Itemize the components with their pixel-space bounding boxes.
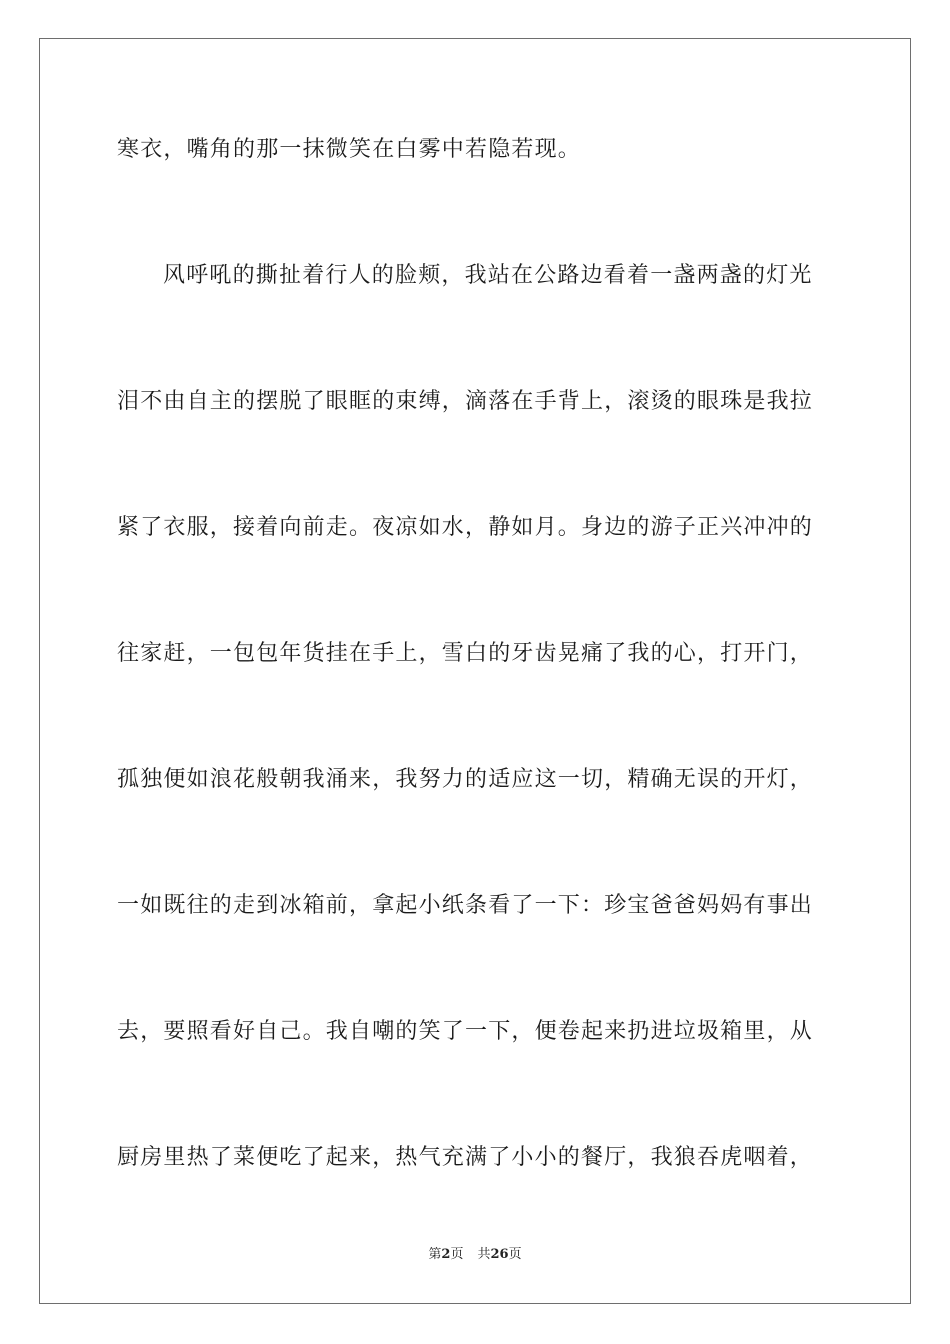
paragraph-line-9: 厨房里热了菜便吃了起来，热气充满了小小的餐厅，我狼吞虎咽着， [117,1145,814,1170]
page-prefix: 第 [428,1247,442,1262]
current-page: 2 [441,1247,451,1262]
page-border [39,38,911,1304]
paragraph-line-5: 往家赶，一包包年货挂在手上，雪白的牙齿晃痛了我的心，打开门， [117,641,814,666]
total-suffix: 页 [508,1247,522,1262]
paragraph-line-8: 去，要照看好自己。我自嘲的笑了一下，便卷起来扔进垃圾箱里，从 [117,1019,814,1044]
total-pages [477,1247,521,1262]
paragraph-line-1: 寒衣，嘴角的那一抹微笑在白雾中若隐若现。 [117,137,582,162]
total-count: 26 [490,1247,509,1262]
page-number [428,1247,463,1262]
page-footer [0,1246,950,1264]
total-prefix: 共 [477,1247,491,1262]
paragraph-line-3: 泪不由自主的摆脱了眼眶的束缚，滴落在手背上，滚烫的眼珠是我拉 [117,389,814,414]
paragraph-line-4: 紧了衣服，接着向前走。夜凉如水，静如月。身边的游子正兴冲冲的 [117,515,814,540]
paragraph-line-7: 一如既往的走到冰箱前，拿起小纸条看了一下：珍宝爸爸妈妈有事出 [117,893,814,918]
paragraph-line-2: 风呼吼的撕扯着行人的脸颊，我站在公路边看着一盏两盏的灯光 [163,263,813,288]
page-suffix: 页 [450,1247,464,1262]
paragraph-line-6: 孤独便如浪花般朝我涌来，我努力的适应这一切，精确无误的开灯， [117,767,814,792]
